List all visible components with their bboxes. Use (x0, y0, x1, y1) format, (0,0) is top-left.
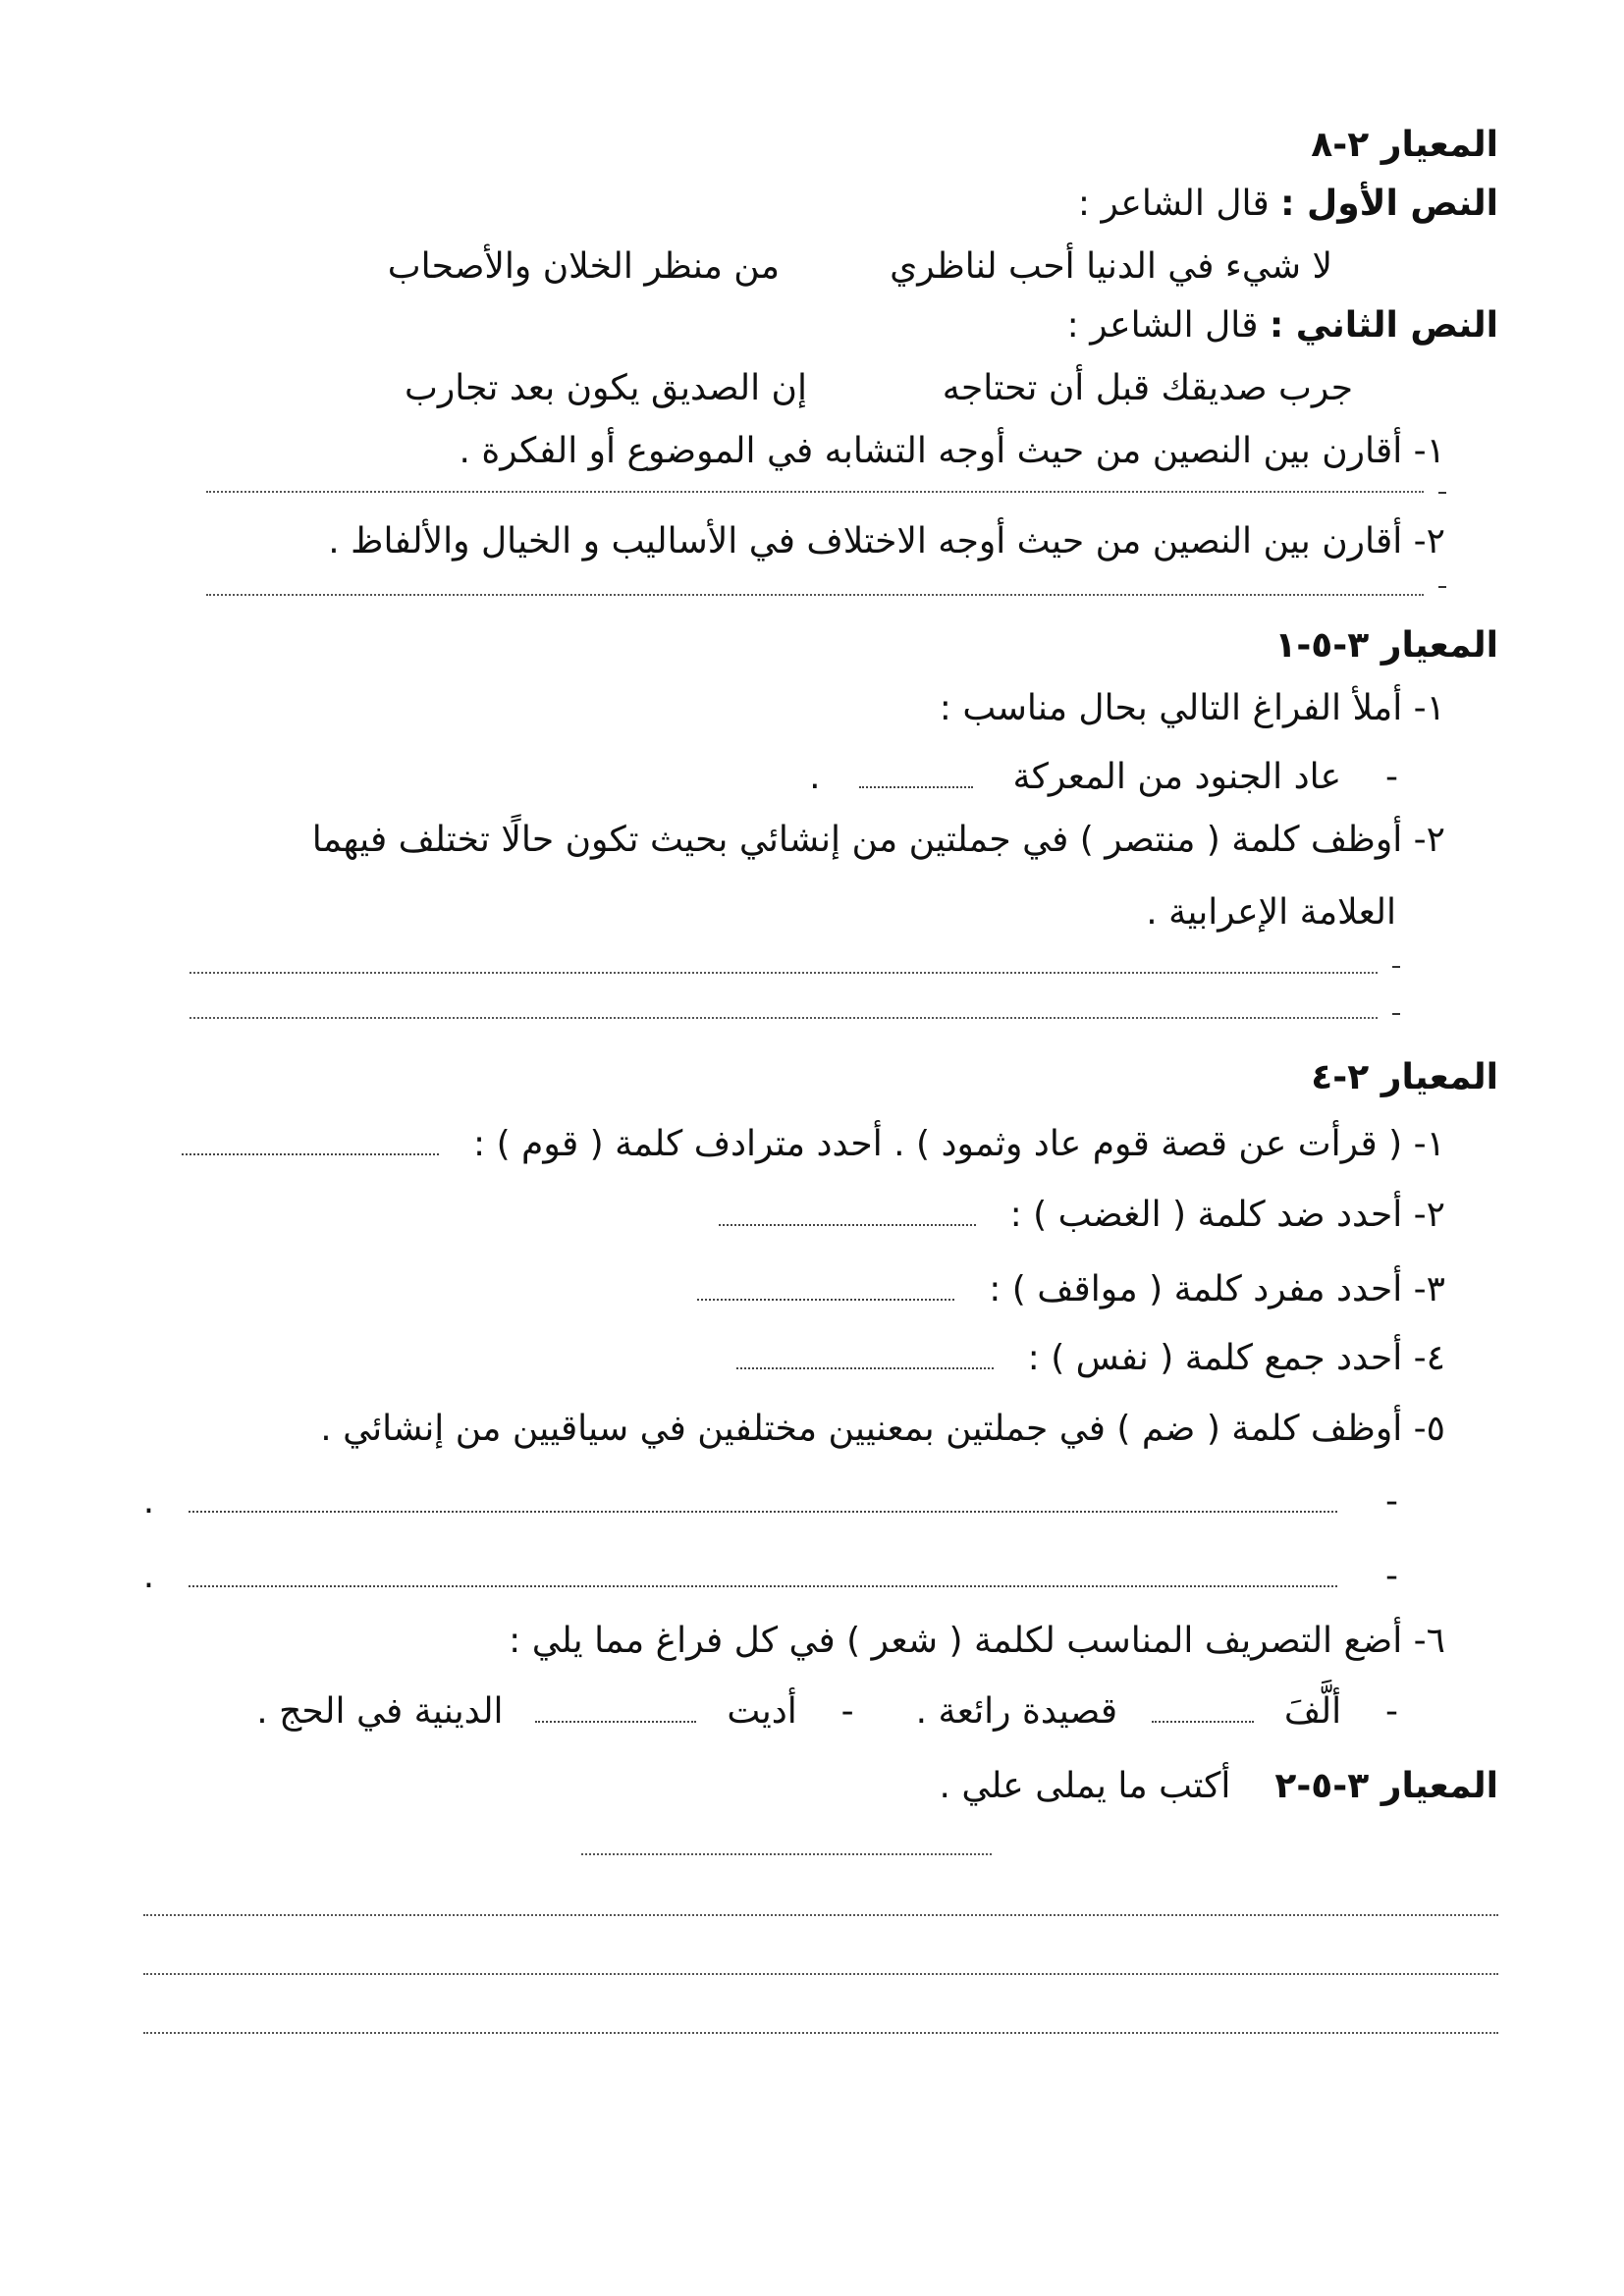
standard-heading-3: المعيار ٢-٤ (1311, 1057, 1498, 1097)
text2-label: النص الثاني : (1269, 305, 1498, 346)
q6-word-d: الدينية في الحج . (256, 1691, 504, 1732)
dictation-line[interactable] (581, 1853, 992, 1855)
q6-word-a: ألَّفَ (1283, 1691, 1342, 1732)
s1-question-2: ٢- أقارن بين النصين من حيث أوجه الاختلاف في الأساليب و الخيال والألفاظ . (328, 521, 1445, 561)
text1-intro: قال الشاعر : (1077, 184, 1270, 224)
item-dash: - (840, 1691, 854, 1732)
answer-line[interactable] (189, 1556, 1337, 1587)
verse2-hemistich-a: جرب صديقك قبل أن تحتاجه (942, 368, 1353, 408)
line-period: . (142, 1556, 155, 1596)
line-period: . (142, 1481, 155, 1522)
blank-input[interactable] (719, 1195, 976, 1226)
item-dash: - (1385, 1556, 1398, 1596)
q6-word-c: أديت (727, 1691, 797, 1732)
s3-q2-text: ٢- أحدد ضد كلمة ( الغضب ) : (1009, 1195, 1445, 1235)
s3-question-1 (182, 1119, 1445, 1170)
s3-q5-answer-row (143, 1551, 1398, 1602)
s3-q3-text: ٣- أحدد مفرد كلمة ( مواقف ) : (989, 1269, 1445, 1309)
blank-input[interactable] (859, 757, 973, 788)
dictation-line[interactable] (143, 2032, 1498, 2034)
s3-q6-sentence (256, 1686, 1398, 1737)
q6-word-b: قصيدة رائعة . (915, 1691, 1118, 1732)
s4-title (939, 1761, 1498, 1812)
blank-input[interactable] (182, 1124, 439, 1155)
standard-heading-2: المعيار ٣-٥-١ (1274, 625, 1498, 666)
text2-intro: قال الشاعر : (1066, 305, 1259, 346)
verse2-hemistich-b: إن الصديق يكون بعد تجارب (404, 368, 807, 408)
verse1-hemistich-b: من منظر الخلان والأصحاب (387, 246, 780, 287)
s3-question-2 (719, 1190, 1445, 1241)
s3-question-5: ٥- أوظف كلمة ( ضم ) في جملتين بمعنيين مختلفين في سياقيين من إنشائي . (320, 1409, 1445, 1449)
s2-question-1: ١- أملأ الفراغ التالي بحال مناسب : (939, 688, 1445, 728)
s3-question-6: ٦- أضع التصريف المناسب لكلمة ( شعر ) في كل فراغ مما يلي : (509, 1621, 1445, 1661)
s3-q4-text: ٤- أحدد جمع كلمة ( نفس ) : (1027, 1338, 1445, 1378)
answer-dash (1392, 966, 1400, 968)
s4-instruction: أكتب ما يملى علي . (939, 1766, 1231, 1806)
item-a-period: . (809, 757, 821, 797)
answer-dash (1392, 1013, 1400, 1015)
blank-input[interactable] (736, 1338, 994, 1369)
standard-heading-4: المعيار ٣-٥-٢ (1274, 1766, 1498, 1806)
s3-question-3 (697, 1264, 1445, 1315)
answer-dash (1438, 586, 1446, 588)
answer-dash (1438, 492, 1446, 494)
blank-input[interactable] (697, 1269, 954, 1301)
item-dash: - (1385, 757, 1398, 797)
s2-item-a (809, 752, 1398, 803)
text1-label: النص الأول : (1280, 184, 1498, 224)
answer-line[interactable] (189, 1481, 1337, 1513)
item-dash: - (1385, 1481, 1398, 1522)
dictation-line[interactable] (143, 1914, 1498, 1916)
answer-line[interactable] (189, 972, 1378, 974)
blank-input[interactable] (1152, 1691, 1254, 1723)
standard-heading-1: المعيار ٢-٨ (1311, 125, 1498, 165)
s3-q5-answer-row (143, 1476, 1398, 1527)
answer-line[interactable] (206, 491, 1424, 493)
s2-question-2-line1: ٢- أوظف كلمة ( منتصر ) في جملتين من إنشائي بحيث تكون حالًا تختلف فيهما (311, 820, 1445, 860)
s3-q1-text: ١- ( قرأت عن قصة قوم عاد وثمود ) . أحدد مترادف كلمة ( قوم ) : (473, 1124, 1445, 1164)
s1-question-1: ١- أقارن بين النصين من حيث أوجه التشابه في الموضوع أو الفكرة . (459, 431, 1445, 471)
text1-title (1078, 179, 1498, 230)
s2-question-2-line2: العلامة الإعرابية . (1146, 892, 1396, 933)
answer-line[interactable] (189, 1017, 1378, 1019)
blank-input[interactable] (535, 1691, 696, 1723)
dictation-line[interactable] (143, 1973, 1498, 1975)
answer-line[interactable] (206, 594, 1424, 596)
text2-title (1067, 300, 1498, 351)
item-a-text: عاد الجنود من المعركة (1012, 757, 1342, 797)
s3-question-4 (736, 1333, 1445, 1384)
verse1-hemistich-a: لا شيء في الدنيا أحب لناظري (890, 246, 1332, 287)
item-dash: - (1385, 1691, 1398, 1732)
